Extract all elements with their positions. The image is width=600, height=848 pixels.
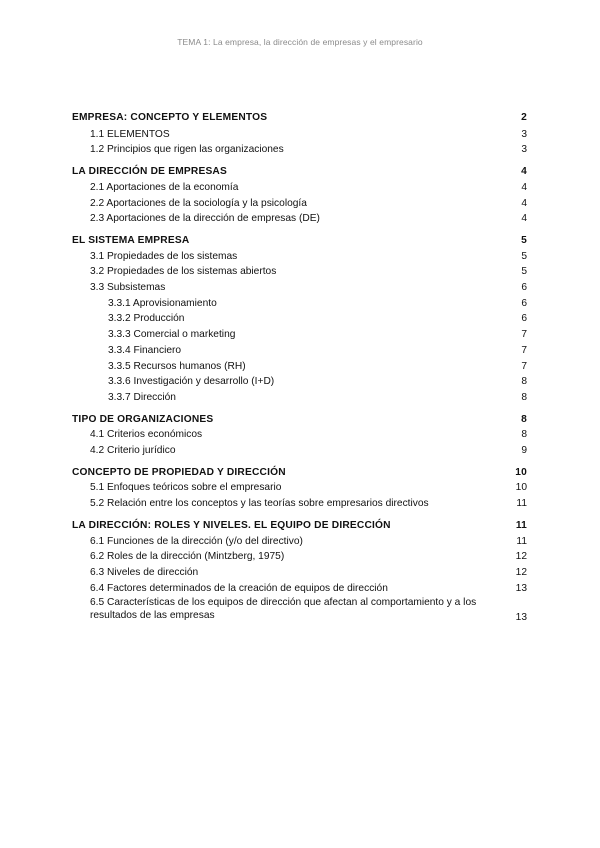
toc-section-4	[72, 412, 527, 459]
toc-entry[interactable]	[72, 264, 527, 280]
toc-entry-page: 4	[521, 213, 527, 225]
toc-subentry[interactable]	[72, 343, 527, 359]
toc-heading[interactable]	[72, 412, 527, 428]
toc-subentry[interactable]	[72, 374, 527, 390]
toc-entry-title: 5.2 Relación entre los conceptos y las teorías sobre empresarios directivos	[90, 498, 429, 510]
toc-entry[interactable]	[72, 427, 527, 443]
toc-entry-title: 6.4 Factores determinados de la creación de equipos de dirección	[90, 582, 388, 594]
toc-section-3	[72, 233, 527, 406]
toc-entry-page: 5	[521, 266, 527, 278]
toc-entry-page: 12	[515, 551, 527, 563]
toc-entry-page: 13	[515, 582, 527, 594]
toc-entry-page: 13	[515, 612, 527, 624]
toc-entry[interactable]	[72, 127, 527, 143]
toc-heading[interactable]	[72, 465, 527, 481]
toc-entry[interactable]	[72, 196, 527, 212]
toc-entry-page: 11	[516, 535, 527, 547]
toc-entry-page: 4	[521, 197, 527, 209]
toc-subentry-title: 3.3.4 Financiero	[108, 344, 182, 356]
toc-heading-page: 2	[521, 112, 527, 123]
toc-heading-page: 5	[521, 234, 527, 246]
toc-heading[interactable]	[72, 110, 527, 126]
toc-subentry[interactable]	[72, 296, 527, 312]
toc-entry[interactable]	[72, 534, 527, 550]
toc-heading-title: CONCEPTO DE PROPIEDAD Y DIRECCIÓN	[72, 466, 286, 478]
toc-entry-page: 8	[521, 429, 527, 441]
toc-entry-title: 2.2 Aportaciones de la sociología y la psicología	[90, 197, 307, 209]
toc-entry[interactable]	[72, 443, 527, 459]
toc-entry-title: 6.5 Características de los equipos de dirección que afectan al comportamiento y a los resultados de las empresas	[90, 597, 477, 621]
toc-entry-page: 12	[515, 566, 527, 578]
toc-entry[interactable]	[72, 280, 527, 296]
toc-entry-title: 6.1 Funciones de la dirección (y/o del directivo)	[90, 535, 303, 547]
toc-subentry-page: 7	[521, 360, 527, 372]
toc-entry-title: 1.1 ELEMENTOS	[90, 128, 170, 140]
toc-entry-title: 6.2 Roles de la dirección (Mintzberg, 1975)	[90, 551, 285, 563]
toc-entry-page: 5	[521, 250, 527, 262]
toc-entry-page: 6	[521, 282, 527, 294]
toc-entry-title: 4.2 Criterio jurídico	[90, 445, 176, 457]
toc-entry-title: 5.1 Enfoques teóricos sobre el empresario	[90, 482, 282, 494]
toc-entry[interactable]	[72, 180, 527, 196]
toc-entry-page: 10	[515, 482, 527, 494]
toc-heading[interactable]	[72, 233, 527, 249]
toc-subentry[interactable]	[72, 327, 527, 343]
toc-entry[interactable]	[72, 549, 527, 565]
toc-heading[interactable]	[72, 164, 527, 180]
toc-entry-title: 6.3 Niveles de dirección	[90, 566, 199, 578]
toc-subentry-title: 3.3.6 Investigación y desarrollo (I+D)	[108, 376, 275, 388]
toc-section-2	[72, 164, 527, 227]
toc-entry-page: 4	[521, 181, 527, 193]
toc-subentry[interactable]	[72, 311, 527, 327]
toc-entry-title: 2.3 Aportaciones de la dirección de empresas (DE)	[90, 213, 320, 225]
toc-subentry-page: 8	[521, 391, 527, 403]
toc-heading-page: 11	[515, 519, 527, 531]
toc-subentry-title: 3.3.5 Recursos humanos (RH)	[108, 360, 246, 372]
toc-heading-page: 8	[521, 413, 527, 425]
toc-entry-page: 11	[516, 498, 527, 510]
toc-heading-page: 10	[515, 466, 527, 478]
toc-subentry-title: 3.3.2 Producción	[108, 313, 185, 325]
toc-section-5	[72, 465, 527, 512]
toc-entry-title: 1.2 Principios que rigen las organizaciones	[90, 144, 284, 156]
toc-entry[interactable]	[72, 249, 527, 265]
toc-subentry-title: 3.3.3 Comercial o marketing	[108, 329, 236, 341]
toc-entry-title: 2.1 Aportaciones de la economía	[90, 181, 239, 193]
toc-entry-title: 4.1 Criterios económicos	[90, 429, 203, 441]
toc-heading-page: 4	[521, 166, 527, 178]
toc-entry-title: 3.3 Subsistemas	[90, 282, 166, 294]
toc-entry-page: 3	[521, 128, 527, 140]
toc-entry[interactable]	[72, 565, 527, 581]
toc-entry[interactable]	[72, 142, 527, 158]
toc-subentry-page: 7	[521, 344, 527, 356]
toc-entry-page: 9	[521, 445, 527, 457]
toc-entry[interactable]	[72, 596, 527, 626]
toc-heading-title: TIPO DE ORGANIZACIONES	[72, 413, 214, 425]
toc-subentry-page: 6	[521, 313, 527, 325]
toc-subentry[interactable]	[72, 359, 527, 375]
toc-entry[interactable]	[72, 496, 527, 512]
toc-heading-title: LA DIRECCIÓN: ROLES Y NIVELES. EL EQUIPO DE DIRECCIÓN	[72, 519, 391, 531]
toc-heading-title: LA DIRECCIÓN DE EMPRESAS	[72, 166, 227, 178]
toc-subentry[interactable]	[72, 390, 527, 406]
toc-section-6	[72, 518, 527, 626]
table-of-contents	[72, 110, 527, 626]
toc-subentry-page: 7	[521, 329, 527, 341]
toc-subentry-page: 8	[521, 376, 527, 388]
toc-entry[interactable]	[72, 581, 527, 597]
toc-heading-title: EMPRESA: CONCEPTO Y ELEMENTOS	[72, 112, 268, 123]
toc-section-1	[72, 110, 527, 158]
toc-entry-page: 3	[521, 144, 527, 156]
toc-subentry-title: 3.3.1 Aprovisionamiento	[108, 297, 217, 309]
toc-subentry-title: 3.3.7 Dirección	[108, 391, 176, 403]
toc-subentry-page: 6	[521, 297, 527, 309]
running-header: TEMA 1: La empresa, la dirección de empresas y el empresario	[177, 37, 423, 47]
toc-entry[interactable]	[72, 211, 527, 227]
toc-entry-title: 3.2 Propiedades de los sistemas abiertos	[90, 266, 277, 278]
toc-heading[interactable]	[72, 518, 527, 534]
toc-heading-title: EL SISTEMA EMPRESA	[72, 234, 190, 246]
toc-entry[interactable]	[72, 480, 527, 496]
toc-entry-title: 3.1 Propiedades de los sistemas	[90, 250, 238, 262]
